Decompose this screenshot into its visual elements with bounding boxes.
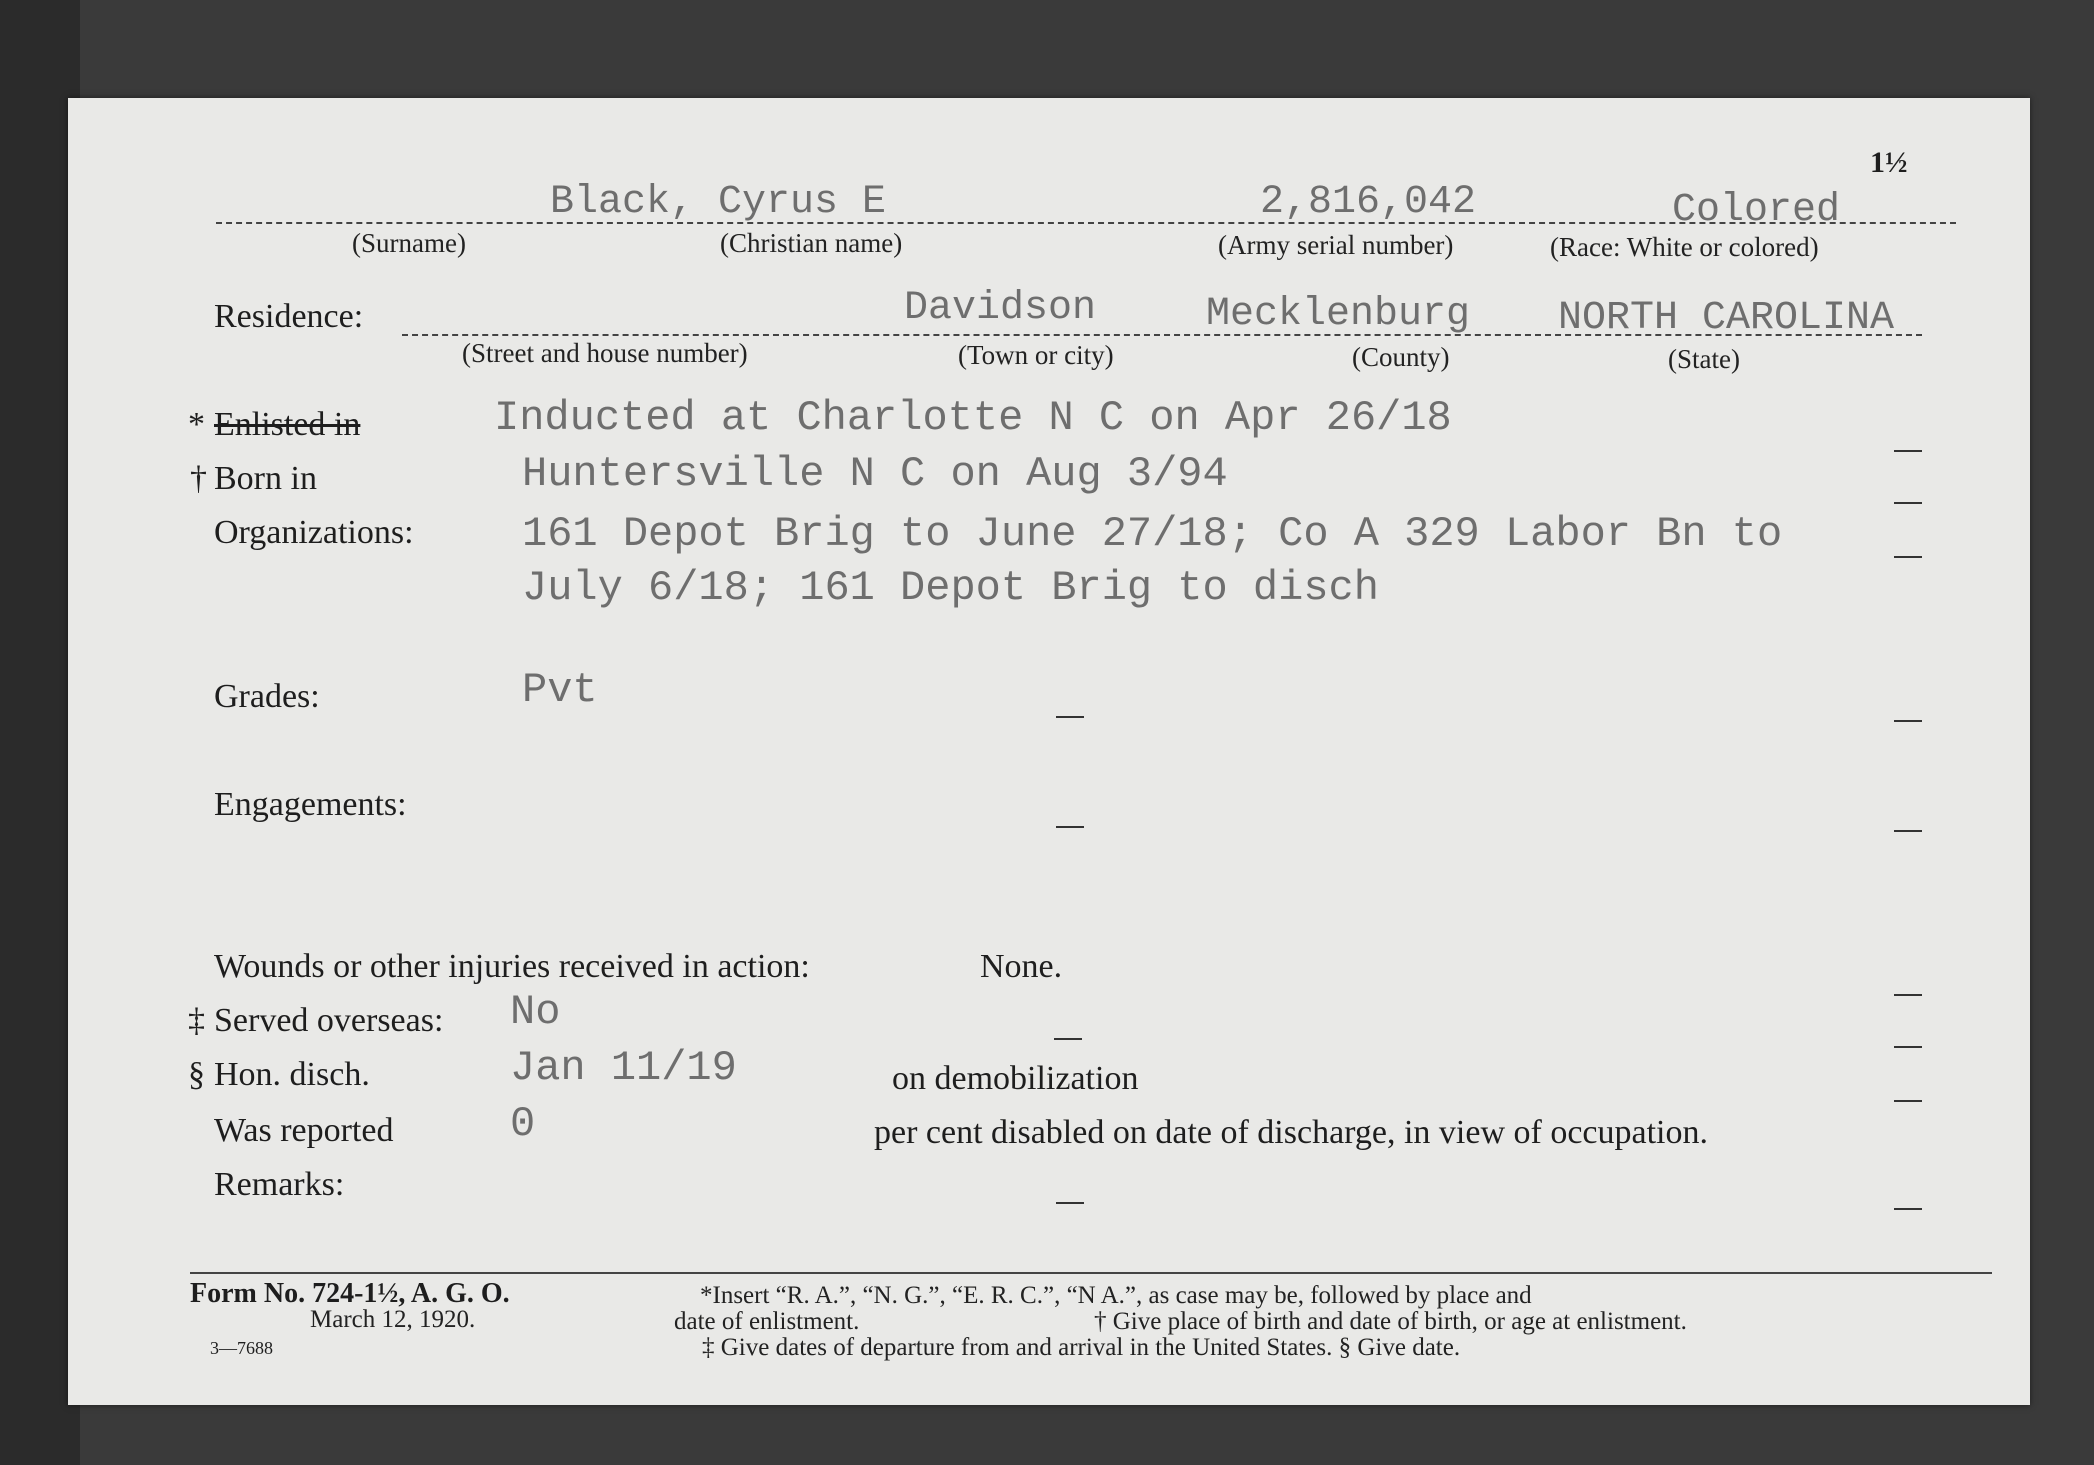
remarks-margin-dash	[1894, 1208, 1922, 1210]
wounds-label: Wounds or other injuries received in action:	[214, 948, 810, 985]
surname-value: Black, Cyrus E	[550, 180, 887, 225]
residence-label: Residence:	[214, 298, 364, 335]
remarks-label: Remarks:	[214, 1166, 345, 1203]
residence-county: Mecklenburg	[1206, 292, 1471, 337]
residence-town: Davidson	[904, 286, 1097, 331]
form-date: March 12, 1920.	[310, 1306, 476, 1333]
race-value: Colored	[1672, 188, 1841, 233]
race-caption: (Race: White or colored)	[1550, 232, 1819, 262]
born-margin-dash	[1894, 502, 1922, 504]
born-label: Born in	[214, 460, 317, 497]
discharge-mark: §	[188, 1056, 205, 1093]
engagements-label: Engagements:	[214, 786, 407, 823]
overseas-mark: ‡	[188, 1002, 205, 1039]
born-mark: †	[190, 460, 207, 497]
organizations-label: Organizations:	[214, 514, 414, 551]
surname-caption: (Surname)	[352, 228, 466, 258]
reported-suffix: per cent disabled on date of discharge, in view of occupation.	[874, 1114, 1708, 1151]
reported-value: 0	[510, 1100, 536, 1148]
enlisted-mark: *	[188, 406, 205, 443]
grades-margin-dash	[1894, 720, 1922, 722]
overseas-value: No	[510, 988, 561, 1036]
engagements-margin-dash	[1894, 830, 1922, 832]
grades-label: Grades:	[214, 678, 320, 715]
state-caption: (State)	[1668, 344, 1740, 374]
overseas-center-dash	[1054, 1038, 1082, 1040]
grades-value: Pvt	[522, 666, 598, 714]
organizations-value-line-1: 161 Depot Brig to June 27/18; Co A 329 Labor Bn to	[522, 510, 1783, 558]
enlisted-value: Inducted at Charlotte N C on Apr 26/18	[494, 394, 1452, 442]
discharge-value: Jan 11/19	[510, 1044, 737, 1092]
footnote-birth: † Give place of birth and date of birth, or age at enlistment.	[1094, 1308, 1687, 1335]
enlisted-margin-dash	[1894, 450, 1922, 452]
serial-number-caption: (Army serial number)	[1218, 230, 1454, 260]
organizations-value-line-2: July 6/18; 161 Depot Brig to disch	[522, 564, 1379, 612]
discharge-label: Hon. disch.	[214, 1056, 370, 1093]
wounds-margin-dash	[1894, 994, 1922, 996]
enlisted-label: Enlisted in	[214, 406, 361, 443]
overseas-margin-dash	[1894, 1046, 1922, 1048]
christian-name-caption: (Christian name)	[720, 228, 903, 258]
service-record-card	[68, 98, 2030, 1405]
street-caption: (Street and house number)	[462, 338, 748, 368]
remarks-center-dash	[1056, 1202, 1084, 1204]
footnote-enlisted: *Insert “R. A.”, “N. G.”, “E. R. C.”, “N A.”, as case may be, followed by place and	[700, 1282, 1532, 1309]
born-value: Huntersville N C on Aug 3/94	[522, 450, 1228, 498]
footnote-enlistment-date: date of enlistment.	[674, 1308, 860, 1335]
discharge-suffix: on demobilization	[892, 1060, 1139, 1097]
reported-label: Was reported	[214, 1112, 394, 1149]
residence-state: NORTH CAROLINA	[1558, 296, 1895, 341]
print-code: 3—7688	[210, 1338, 273, 1358]
discharge-margin-dash	[1894, 1100, 1922, 1102]
overseas-label: Served overseas:	[214, 1002, 444, 1039]
serial-number-value: 2,816,042	[1260, 180, 1477, 225]
organizations-margin-dash	[1894, 556, 1922, 558]
engagements-center-dash	[1056, 826, 1084, 828]
form-number: Form No. 724-1½, A. G. O.	[190, 1278, 510, 1309]
town-caption: (Town or city)	[958, 340, 1114, 370]
grades-center-dash	[1056, 716, 1084, 718]
footnote-overseas-discharge: ‡ Give dates of departure from and arrival in the United States. § Give date.	[702, 1334, 1461, 1361]
page-number: 1½	[1870, 146, 1908, 179]
wounds-value: None.	[980, 948, 1063, 985]
footer-rule	[190, 1272, 1992, 1274]
county-caption: (County)	[1352, 342, 1450, 372]
